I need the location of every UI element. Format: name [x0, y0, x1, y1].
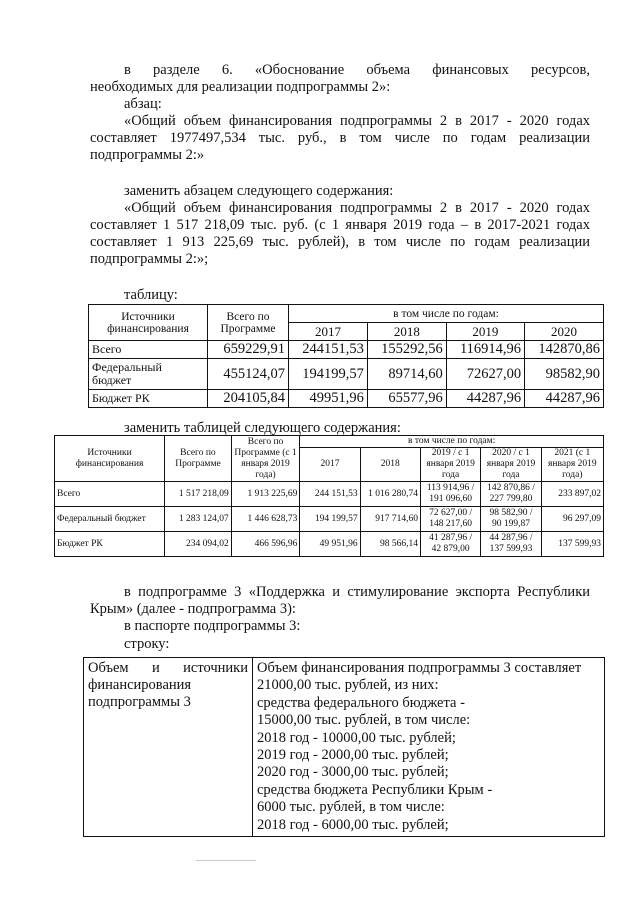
- new-financing-table: [54, 435, 604, 557]
- t1-year: 2018: [367, 323, 446, 341]
- t3-right-cell: [253, 658, 605, 837]
- t1-cell: 72627,00: [446, 359, 524, 390]
- t2-row-label: Бюджет РК: [55, 532, 165, 557]
- t3-right-line: 2018 год - 10000,00 тыс. рублей;: [257, 729, 456, 746]
- sub3-line-2: Крым» (далее - подпрограмма 3):: [90, 601, 296, 617]
- t2-cell: 1 283 124,07: [165, 507, 232, 532]
- t2-cell: 1 016 280,74: [360, 482, 420, 507]
- t2-cell: 234 094,02: [165, 532, 232, 557]
- t2-cell-part: 227 799,80: [489, 494, 533, 504]
- t1-cell: 455124,07: [208, 359, 289, 390]
- t2-cell: 96 297,09: [541, 507, 603, 532]
- t2-cell-part: 41 287,96 /: [429, 533, 473, 543]
- t2-cell-part: 44 287,96 /: [489, 533, 533, 543]
- table-row: [89, 390, 604, 408]
- replace1-line-1: заменить абзацем следующего содержания:: [124, 183, 394, 199]
- t2-cell: 917 714,60: [360, 507, 420, 532]
- table-row: [55, 507, 604, 532]
- table-row: [89, 341, 604, 359]
- t3-left-cell: [84, 658, 253, 837]
- passport-row-table: [83, 657, 605, 837]
- t2-cell: [481, 532, 541, 557]
- t2-year: 2019 / с 1 января 2019 года: [420, 448, 480, 482]
- t2-cell: [420, 482, 480, 507]
- t1-cell: 44287,96: [446, 390, 524, 408]
- replace1-line-4: составляет 1 913 225,69 тыс. рублей), в том числе по годам реализации: [90, 234, 590, 250]
- t1-year: 2017: [289, 323, 368, 341]
- table-row: [84, 658, 605, 837]
- t3-right-line: 2020 год - 3000,00 тыс. рублей;: [257, 764, 449, 781]
- intro-line-6: подпрограммы 2:»: [90, 147, 205, 163]
- intro-line-5: составляет 1977497,534 тыс. руб., в том числе по годам реализации: [90, 130, 590, 146]
- t2-cell: 49 951,96: [300, 532, 360, 557]
- t2-cell-part: 191 096,60: [429, 494, 472, 504]
- t3-right-line: Объем финансирования подпрограммы 3 составляет: [257, 660, 582, 676]
- t2-cell-part: 72 627,00 /: [429, 508, 473, 518]
- intro-line-2: необходимых для реализации подпрограммы 2»:: [90, 79, 391, 95]
- t2-year: 2021 (с 1 января 2019 года): [541, 448, 603, 482]
- t1-header-years: в том числе по годам:: [289, 305, 604, 323]
- t1-cell: 89714,60: [367, 359, 446, 390]
- t2-year: 2018: [360, 448, 420, 482]
- t2-cell: 466 596,96: [231, 532, 300, 557]
- t2-header-years: в том числе по годам:: [300, 436, 604, 448]
- t2-header-source: Источники финансирования: [55, 436, 165, 482]
- t2-cell-part: 90 199,87: [491, 519, 530, 529]
- t3-left-line: Объем и источники: [88, 660, 248, 676]
- t1-cell: 155292,56: [367, 341, 446, 359]
- t2-header-total: Всего по Программе: [165, 436, 232, 482]
- t2-cell: 233 897,02: [541, 482, 603, 507]
- t1-cell: 65577,96: [367, 390, 446, 408]
- scan-artifact: [196, 860, 256, 861]
- t2-cell: 244 151,53: [300, 482, 360, 507]
- t2-cell-part: 98 582,90 /: [489, 508, 533, 518]
- t2-row-label: Федеральный бюджет: [55, 507, 165, 532]
- intro-line-4: «Общий объем финансирования подпрограммы 2 в 2017 - 2020 годах: [124, 113, 590, 129]
- t3-right-line: 2019 год - 2000,00 тыс. рублей;: [257, 747, 449, 764]
- t1-cell: 244151,53: [289, 341, 368, 359]
- t1-cell: 116914,96: [446, 341, 524, 359]
- t3-left-line: финансирования: [88, 677, 192, 693]
- t3-right-line: средства федерального бюджета -: [257, 694, 465, 711]
- t2-cell-part: 148 217,60: [429, 519, 472, 529]
- table-row: [55, 532, 604, 557]
- t1-cell: 98582,90: [525, 359, 604, 390]
- t2-cell-part: 42 879,00: [431, 544, 470, 554]
- table-row: [89, 359, 604, 390]
- t2-year: 2017: [300, 448, 360, 482]
- t2-cell: [481, 507, 541, 532]
- t2-header-total2: Всего по Программе (с 1 января 2019 года): [231, 436, 300, 482]
- replace1-line-3: составляет 1 517 218,09 тыс. руб. (с 1 января 2019 года – в 2017-2021 годах: [90, 217, 590, 233]
- t2-cell: 137 599,93: [541, 532, 603, 557]
- t1-cell: 44287,96: [525, 390, 604, 408]
- t3-right-line: 15000,00 тыс. рублей, в том числе:: [257, 712, 471, 729]
- t2-year: 2020 / с 1 января 2019 года: [481, 448, 541, 482]
- t3-right-line: средства бюджета Республики Крым -: [257, 781, 493, 798]
- t1-row-label: Бюджет РК: [89, 390, 208, 408]
- replace1-line-5: подпрограммы 2:»;: [90, 251, 209, 267]
- t1-cell: 659229,91: [208, 341, 289, 359]
- t1-cell: 194199,57: [289, 359, 368, 390]
- t3-right-line: 21000,00 тыс. рублей, из них:: [257, 677, 439, 694]
- t1-header-source: Источники финансирования: [89, 305, 208, 341]
- sub3-line-3: в паспорте подпрограммы 3:: [124, 618, 301, 634]
- t2-cell: 98 566,14: [360, 532, 420, 557]
- sub3-line-4: строку:: [124, 636, 170, 652]
- old-financing-table: [88, 304, 604, 408]
- t2-cell-part: 113 914,96 /: [426, 483, 475, 493]
- t2-cell: [420, 507, 480, 532]
- t2-cell: [481, 482, 541, 507]
- t2-row-label: Всего: [55, 482, 165, 507]
- t2-cell: 1 913 225,69: [231, 482, 300, 507]
- t2-cell-part: 142 870,86 /: [487, 483, 535, 493]
- t1-row-label: Всего: [89, 341, 208, 359]
- t2-cell: 1 446 628,73: [231, 507, 300, 532]
- t3-right-line: 2018 год - 6000,00 тыс. рублей;: [257, 816, 449, 833]
- t1-cell: 142870,86: [525, 341, 604, 359]
- intro-line-3: абзац:: [124, 96, 162, 112]
- sub3-line-1: в подпрограмме 3 «Поддержка и стимулирование экспорта Республики: [124, 584, 590, 600]
- table-label: таблицу:: [124, 287, 178, 303]
- t2-cell: [420, 532, 480, 557]
- replace2-line: заменить таблицей следующего содержания:: [124, 420, 401, 436]
- t2-cell: 1 517 218,09: [165, 482, 232, 507]
- table-row: [55, 482, 604, 507]
- intro-line-1: в разделе 6. «Обоснование объема финансовых ресурсов,: [124, 62, 590, 78]
- t1-cell: 204105,84: [208, 390, 289, 408]
- t3-left-line: подпрограммы 3: [88, 694, 191, 710]
- t2-cell-part: 137 599,93: [489, 544, 533, 554]
- t1-cell: 49951,96: [289, 390, 368, 408]
- t1-year: 2019: [446, 323, 524, 341]
- t1-header-total: Всего по Программе: [208, 305, 289, 341]
- t1-year: 2020: [525, 323, 604, 341]
- t3-right-line: 6000 тыс. рублей, в том числе:: [257, 799, 445, 816]
- t2-cell: 194 199,57: [300, 507, 360, 532]
- t1-row-label: Федеральный бюджет: [89, 359, 208, 390]
- replace1-line-2: «Общий объем финансирования подпрограммы 2 в 2017 - 2020 годах: [124, 200, 590, 216]
